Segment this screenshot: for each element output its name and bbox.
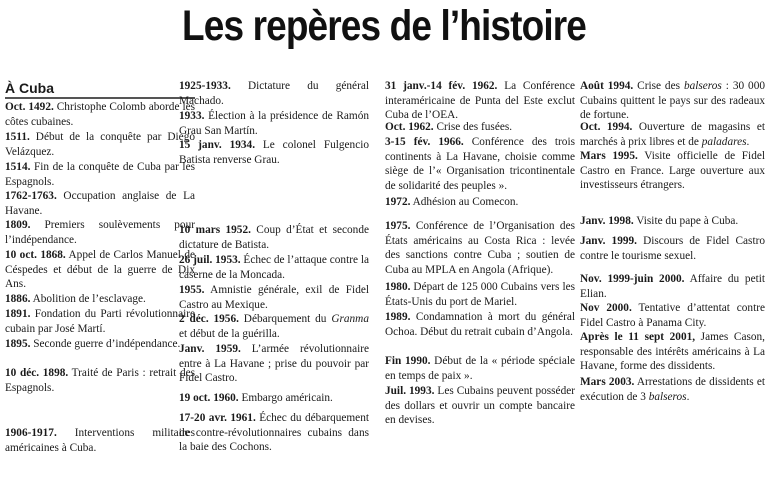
entry-text: Le colonel Fulgencio Batista renverse Grau. <box>179 139 369 166</box>
entry-italic: paladares <box>701 135 747 148</box>
entry-text: Visite du pape à Cuba. <box>633 215 739 227</box>
page-title: Les repères de l’histoire <box>182 2 586 50</box>
entry-date: Nov. 1999-juin 2000. <box>580 273 685 285</box>
timeline-entry <box>179 138 369 167</box>
entry-date: 15 janv. 1934. <box>179 139 256 151</box>
timeline-entry <box>385 79 575 123</box>
timeline-entry <box>385 310 575 339</box>
entry-text: Élection à la présidence de Ramón Grau San Martín. <box>179 110 369 137</box>
entry-date: 1933. <box>179 110 205 122</box>
entry-date: Oct. 1994. <box>580 121 633 133</box>
entry-text: Débarquement du <box>238 313 332 325</box>
entry-date: Oct. 1492. <box>5 101 54 113</box>
entry-text: Discours de Fidel Castro contre le tourisme sexuel. <box>580 235 765 262</box>
timeline-entry <box>5 292 195 307</box>
timeline-entry <box>580 234 765 263</box>
entry-date: 3-15 fév. 1966. <box>385 136 464 148</box>
entry-text: Conférence de l’Organisation des États américains au Costa Rica : levée des sanctions contre Cuba ; soutien de Cuba au MPLA en Angola (Afrique). <box>385 220 575 276</box>
entry-date: 10 mars 1952. <box>179 224 251 236</box>
timeline-entry <box>580 79 765 123</box>
entry-date: 1809. <box>5 219 31 231</box>
timeline-entry <box>5 337 195 352</box>
entry-text: Traité de Paris : retrait des Espagnols. <box>5 367 196 394</box>
entry-text: La Conférence interaméricaine de Punta del Este exclut Cuba de l’OEA. <box>385 80 575 122</box>
entry-date: 31 janv.-14 fév. 1962. <box>385 80 498 92</box>
timeline-entry <box>580 120 765 149</box>
entry-text: Interventions militaires américaines à Cuba. <box>5 427 195 454</box>
entry-text: Affaire du petit Elian. <box>580 273 766 300</box>
timeline-entry <box>385 219 575 277</box>
timeline-entry <box>580 301 765 330</box>
entry-date: 19 oct. 1960. <box>179 392 239 404</box>
entry-date: 1511. <box>5 131 30 143</box>
entry-text: Condamnation à mort du général Ochoa. Début du retrait cubain d’Angola. <box>385 311 575 338</box>
timeline-entry <box>179 79 369 108</box>
timeline-entry <box>385 120 575 135</box>
entry-text: Amnistie générale, exil de Fidel Castro au Mexique. <box>179 284 369 311</box>
entry-text: Christophe Colomb aborde les côtes cubaines. <box>5 101 195 128</box>
entry-text: Tentative d’attentat contre Fidel Castro à Panama City. <box>580 302 765 329</box>
entry-text: Les Cubains peuvent posséder des dollars et ouvrir un compte bancaire en devises. <box>385 385 575 427</box>
entry-date: 1955. <box>179 284 205 296</box>
entry-date: Mars 1995. <box>580 150 638 162</box>
entry-date: Janv. 1998. <box>580 215 634 227</box>
timeline-entry <box>385 195 575 210</box>
entry-date: 10 oct. 1868. <box>5 249 66 261</box>
timeline-entry <box>580 330 765 374</box>
entry-text-after: : 30 000 Cubains quittent le pays sur des radeaux de fortune. <box>580 80 766 122</box>
entry-date: 1989. <box>385 311 411 323</box>
entry-date: Janv. 1959. <box>179 343 241 355</box>
entry-date: 1975. <box>385 220 411 232</box>
entry-date: 1762-1763. <box>5 190 57 202</box>
entry-text: Fondation du Parti révolutionnaire cubain par José Martí. <box>5 308 195 335</box>
entry-text: Adhésion au Comecon. <box>410 196 519 208</box>
timeline-entry <box>5 218 195 247</box>
entry-text: L’armée révolutionnaire entre à La Havane ; prise du pouvoir par Fidel Castro. <box>179 343 369 385</box>
timeline-entry <box>5 248 195 292</box>
entry-text: Échec du débarquement de contre-révolutionnaires cubains dans la baie des Cochons. <box>179 412 369 454</box>
timeline-entry <box>179 253 369 282</box>
entry-date: 2 déc. 1956. <box>179 313 239 325</box>
timeline-entry <box>179 223 369 252</box>
entry-date: 1895. <box>5 338 31 350</box>
entry-date: 1980. <box>385 281 411 293</box>
entry-text: Début de la « période spéciale en temps de paix ». <box>385 355 575 382</box>
entry-text: Seconde guerre d’indépendance. <box>30 338 181 350</box>
entry-date: Nov 2000. <box>580 302 632 314</box>
entry-text: Abolition de l’esclavage. <box>30 293 146 305</box>
entry-text: Coup d’État et seconde dictature de Batista. <box>179 224 369 251</box>
entry-text: Fin de la conquête de Cuba par les Espagnols. <box>5 161 195 188</box>
timeline-entry <box>5 160 195 189</box>
timeline-entry <box>5 366 195 395</box>
entry-text: Crise des fusées. <box>433 121 513 133</box>
entry-text: Début de la conquête par Diego Velázquez. <box>5 131 195 158</box>
entry-italic: balseros <box>683 80 722 92</box>
entry-text: Occupation anglaise de La Havane. <box>5 190 195 217</box>
timeline-entry <box>179 109 369 138</box>
entry-date: Après le 11 sept 2001, <box>580 331 696 343</box>
entry-date: Janv. 1999. <box>580 235 637 247</box>
entry-text: Ouverture de magasins et marchés à prix libres et de <box>580 121 765 148</box>
entry-text: Crise des <box>633 80 684 92</box>
entry-date: 26 juil. 1953. <box>179 254 241 266</box>
entry-date: 10 déc. 1898. <box>5 367 69 379</box>
entry-text-after: et début de la guérilla. <box>179 327 280 340</box>
entry-date: Mars 2003. <box>580 376 635 388</box>
timeline-entry <box>179 283 369 312</box>
timeline-entry <box>580 214 765 229</box>
entry-italic: Granma <box>331 313 369 325</box>
section-heading: À Cuba <box>5 80 195 99</box>
timeline-entry <box>5 189 195 218</box>
entry-italic: balseros <box>648 390 687 403</box>
timeline-entry <box>385 384 575 428</box>
entry-text: Arrestations de dissidents et exécution de 3 <box>580 376 765 403</box>
entry-text: Départ de 125 000 Cubains vers les États-Unis du port de Mariel. <box>385 281 575 308</box>
entry-text: Dictature du général Machado. <box>179 80 369 107</box>
timeline-entry <box>385 354 575 383</box>
timeline-entry <box>5 100 195 129</box>
entry-date: 1514. <box>5 161 31 173</box>
timeline-entry <box>580 375 765 404</box>
timeline-entry <box>5 130 195 159</box>
timeline-entry <box>179 411 369 455</box>
timeline-entry <box>580 149 765 193</box>
entry-text: James Cason, responsable des intérêts américains à La Havane, forme des dissidents. <box>580 331 765 373</box>
entry-text: Premiers soulèvements pour l’indépendance. <box>5 219 195 246</box>
timeline-entry <box>580 272 765 301</box>
entry-text: Échec de l’attaque contre la caserne de la Moncada. <box>179 254 369 281</box>
entry-text: Conférence des trois continents à La Havane, choisie comme siège de l’« Organisation tricontinentale de solidarité des peuples ». <box>385 136 575 192</box>
timeline-entry <box>385 135 575 193</box>
entry-date: Août 1994. <box>580 80 634 92</box>
entry-text: Appel de Carlos Manuel de Céspedes et début de la guerre de Dix Ans. <box>5 249 195 291</box>
timeline-entry <box>5 426 195 455</box>
timeline-entry <box>179 312 369 341</box>
entry-text: Embargo américain. <box>238 392 333 404</box>
entry-date: 1925-1933. <box>179 80 231 92</box>
entry-text: Visite officielle de Fidel Castro en France. Large ouverture aux investisseurs étrangers. <box>580 150 765 192</box>
entry-date: 1891. <box>5 308 31 320</box>
timeline-entry <box>5 307 195 336</box>
entry-date: Oct. 1962. <box>385 121 434 133</box>
entry-date: 1886. <box>5 293 31 305</box>
timeline-entry <box>179 391 369 406</box>
entry-text-after: . <box>746 135 750 148</box>
timeline-entry <box>179 342 369 386</box>
entry-text-after: . <box>686 390 690 403</box>
timeline-entry <box>385 280 575 309</box>
entry-date: Juil. 1993. <box>385 385 435 397</box>
entry-date: 17-20 avr. 1961. <box>179 412 256 424</box>
entry-date: 1972. <box>385 196 411 208</box>
entry-date: Fin 1990. <box>385 355 431 367</box>
entry-date: 1906-1917. <box>5 427 57 439</box>
